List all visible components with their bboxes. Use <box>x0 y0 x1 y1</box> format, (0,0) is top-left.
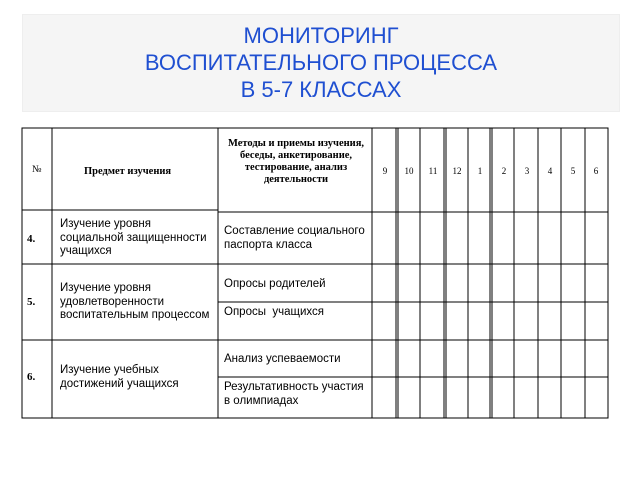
row-method: Опросы родителей <box>224 278 326 290</box>
title-line-3: В 5-7 КЛАССАХ <box>240 77 402 102</box>
month-col-4: 4 <box>547 166 553 176</box>
row-number: 6. <box>27 371 36 383</box>
header-number: № <box>32 164 42 175</box>
row-method: Анализ успеваемости <box>224 353 341 365</box>
row-method: Составление социального паспорта класса <box>224 225 365 251</box>
month-col-9: 9 <box>382 166 388 176</box>
row-number: 4. <box>27 233 36 245</box>
header-methods: Методы и приемы изучения, беседы, анкетирование, тестирование, анализ деятельности <box>227 138 365 185</box>
row-subject: Изучение учебных достижений учащихся <box>60 364 179 390</box>
row-method: Опросы учащихся <box>224 306 324 318</box>
row-subject: Изучение уровня социальной защищенности учащихся <box>60 218 207 257</box>
month-col-6: 6 <box>593 166 599 176</box>
row-number: 5. <box>27 296 36 308</box>
month-col-3: 3 <box>524 166 530 176</box>
title-line-1: МОНИТОРИНГ <box>243 23 399 48</box>
month-col-12: 12 <box>452 166 462 176</box>
header-subject: Предмет изучения <box>84 166 172 177</box>
month-col-10: 10 <box>404 166 414 176</box>
month-col-5: 5 <box>570 166 576 176</box>
month-col-1: 1 <box>477 166 483 176</box>
month-col-11: 11 <box>428 166 438 176</box>
month-col-2: 2 <box>501 166 507 176</box>
title-line-2: ВОСПИТАТЕЛЬНОГО ПРОЦЕССА <box>144 50 498 75</box>
row-method: Результативность участия в олимпиадах <box>224 381 364 407</box>
row-subject: Изучение уровня удовлетворенности воспитательным процессом <box>60 282 210 321</box>
